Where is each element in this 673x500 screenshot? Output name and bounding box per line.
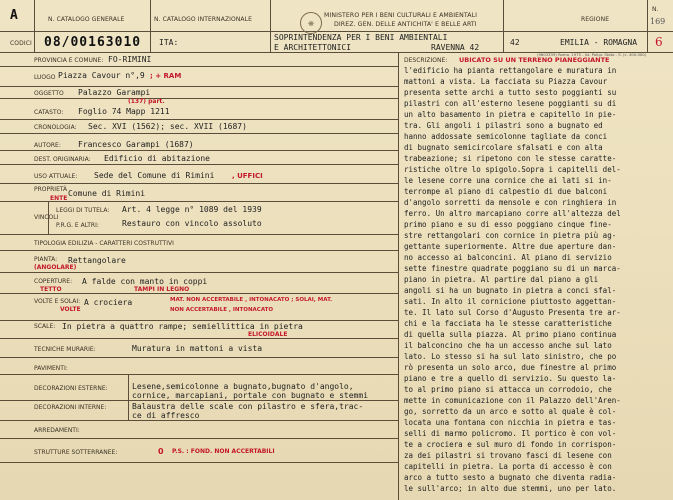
- tecniche-value: Muratura in mattoni a vista: [132, 344, 263, 353]
- decor-est-line1: Lesene,semicolonne a bugnato,bugnato d'angolo,: [132, 382, 354, 391]
- description-line: hanno addossate semicolonne tagliate da conci: [404, 132, 608, 141]
- description-line: pilastri con all'esterno lesene poggianti su di: [404, 99, 617, 108]
- strutture-value: 0: [158, 447, 164, 456]
- soprintendenza-city: RAVENNA 42: [431, 43, 480, 52]
- rule-intl-col: [270, 0, 271, 52]
- description-line: mattoni a vista. La facciata su Piazza Cavour: [404, 77, 608, 86]
- prg-label: P.R.G. E ALTRI:: [56, 222, 99, 229]
- description-line: d'angolo sorretti da mensole e con ringhiera in: [404, 198, 617, 207]
- coperture-note-tetto: TETTO: [40, 286, 62, 293]
- description-line: to al primo piano si attacca un corrodoio, che: [404, 385, 612, 394]
- scale-label: SCALE:: [34, 323, 56, 330]
- dest-label: DEST. ORIGINARIA:: [34, 156, 91, 163]
- description-line: presenta sette archi a tutto sesto poggianti su: [404, 88, 617, 97]
- rule-row: [0, 234, 398, 235]
- uso-value: Sede del Comune di Rimini: [94, 171, 215, 180]
- coperture-note-travi: TAMPI IN LEGNO: [134, 286, 190, 293]
- codice-value: 08/00163010: [44, 35, 142, 50]
- description-line: ristiche oltre lo spigolo.Sopra i capitelli del-: [404, 165, 621, 174]
- region-mark: 6: [655, 35, 663, 49]
- description-line: piano e tre a quello di servizio. Su questo la-: [404, 374, 617, 383]
- rule-row: [0, 438, 398, 439]
- description-line: locata una fontana con nicchia in pietra e tas-: [404, 418, 617, 427]
- description-line: di bugnato semicircolare sfalsati e con alta: [404, 143, 603, 152]
- rule-letter-col: [34, 0, 35, 52]
- rule-row: [0, 183, 398, 184]
- decor-int-line2: ce di affresco: [132, 411, 200, 420]
- pianta-value: Rettangolare: [68, 256, 126, 265]
- pianta-note: (ANGOLARE): [34, 264, 77, 271]
- description-line: sati. In alto il cornicione piuttosto aggettan-: [404, 297, 617, 306]
- luogo-value: Piazza Cavour n°,9: [58, 71, 145, 80]
- rule-catalog-col: [150, 0, 151, 52]
- description-line: arco a tutto sesto a bugnato che diventa radia-: [404, 473, 617, 482]
- description-line: il balconcino che ha un accesso anche sul lato: [404, 341, 612, 350]
- volte-value: A crociera: [84, 298, 133, 307]
- rule-row: [0, 462, 398, 463]
- volte-note-line2: NON ACCERTABILE , INTONACATO: [170, 307, 274, 313]
- catalogo-generale-label: N. CATALOGO GENERALE: [48, 16, 125, 23]
- rule-row: [0, 420, 398, 421]
- description-line: gettante superiormente. Altre due aperture dan-: [404, 242, 617, 251]
- description-line: le lesene corre una cornice che ai lati si in-: [404, 176, 612, 185]
- description-line: rò presenta un solo arco, due finestre al primo: [404, 363, 617, 372]
- dest-value: Edificio di abitazione: [104, 154, 210, 163]
- arredamenti-label: ARREDAMENTI:: [34, 427, 80, 434]
- description-line: terrompe al piano di calpestio di due balconi: [404, 187, 608, 196]
- uso-note: , UFFICI: [232, 172, 263, 180]
- rule-row: [0, 133, 398, 134]
- rule-row: [0, 150, 398, 151]
- oggetto-label: OGGETTO: [34, 90, 64, 97]
- autore-label: AUTORE:: [34, 142, 61, 149]
- description-line: capitelli in pietra. La porta di accesso è con: [404, 462, 612, 471]
- soprintendenza-line1: SOPRINTENDENZA PER I BENI AMBIENTALI: [274, 33, 448, 42]
- coperture-label: COPERTURE:: [34, 278, 73, 285]
- rule-row: [0, 400, 398, 401]
- description-line: no accesso ai balconcini. Al piano di servizio: [404, 253, 612, 262]
- description-line: chi e la facciata ha le stesse caratteristiche: [404, 319, 612, 328]
- description-line: sette finestre quadrate poggiano su di un marca-: [404, 264, 621, 273]
- republic-emblem-icon: ❋: [300, 12, 322, 34]
- decor-est-label: DECORAZIONI ESTERNE:: [34, 385, 108, 392]
- catalogo-internazionale-label: N. CATALOGO INTERNAZIONALE: [154, 16, 252, 23]
- description-line: le sull'arco; in alto due stemmi, uno per lato.: [404, 484, 617, 493]
- leggi-value: Art. 4 legge n° 1089 del 1939: [122, 205, 262, 214]
- decor-int-line1: Balaustra delle scale con pilastro e sfera,trac-: [132, 402, 364, 411]
- description-line: selli di marmo policromo. Il portico è con vol-: [404, 429, 617, 438]
- catasto-value: Foglio 74 Mapp 1211: [78, 107, 170, 116]
- description-line: piano in pietra. Al partire dal piano a gli: [404, 275, 599, 284]
- vincoli-label: VINCOLI: [34, 214, 59, 221]
- rule-n-col: [647, 0, 648, 52]
- rule-row: [0, 272, 398, 273]
- pianta-label: PIANTA:: [34, 256, 58, 263]
- cronologia-value: Sec. XVI (1562); sec. XVII (1687): [88, 122, 247, 131]
- luogo-label: LUOGO: [34, 74, 56, 81]
- rule-row: [0, 86, 398, 87]
- description-line: go, sorretto da un arco e sotto al quale è col-: [404, 407, 617, 416]
- rule-row: [0, 119, 398, 120]
- description-line: tra. Gli angoli i pilastri sono a bugnato ed: [404, 121, 603, 130]
- volte-note-line1: MAT. NON ACCERTABILE , INTONACATO ; SOLAI, MAT.: [170, 297, 333, 303]
- proprieta-note: ENTE: [50, 195, 68, 202]
- coperture-value: A falde con manto in coppi: [82, 277, 208, 286]
- rule-header-bottom: [0, 31, 673, 32]
- description-line: primo piano e su di esso poggiano cinque fine-: [404, 220, 612, 229]
- printer-note: (9603339) Roma, 1975 - Ist. Poligr. Stato - S. (c. 400.000): [537, 52, 647, 57]
- leggi-label: LEGGI DI TUTELA:: [56, 207, 110, 214]
- volte-label: VOLTE E SOLAI:: [34, 298, 81, 305]
- description-line: lato. Lo stesso si ha sul lato sinistro, che po: [404, 352, 617, 361]
- rule-row: [0, 374, 398, 375]
- regione-value: EMILIA - ROMAGNA: [560, 38, 638, 47]
- rule-row: [0, 66, 398, 67]
- rule-row: [0, 293, 398, 294]
- description-line: l'edificio ha pianta rettangolare e muratura in: [404, 66, 617, 75]
- scale-note: ELICOIDALE: [248, 331, 288, 338]
- catasto-label: CATASTO:: [34, 109, 64, 116]
- n-label: N.: [652, 6, 659, 13]
- regione-label: REGIONE: [581, 16, 610, 23]
- proprieta-label: PROPRIETÀ: [34, 186, 68, 193]
- descrizione-note: UBICATO SU UN TERRENO PIANEGGIANTE: [459, 56, 610, 64]
- prg-value: Restauro con vincolo assoluto: [122, 219, 262, 228]
- rule-row: [0, 338, 398, 339]
- decor-est-line2: cornice, marcapiani, portale con bugnato e stemmi: [132, 391, 369, 400]
- catasto-note: (137) part.: [128, 98, 165, 105]
- description-line: te. Il lato sul Corso d'Augusto Presenta tre ar-: [404, 308, 621, 317]
- autore-value: Francesco Garampi (1687): [78, 140, 194, 149]
- description-line: angoli si ha un bugnato in pietra a conci sfal-: [404, 286, 617, 295]
- luogo-note: ; + RAM: [150, 72, 182, 80]
- rule-decor-col: [128, 374, 129, 420]
- tecniche-label: TECNICHE MURARIE:: [34, 346, 96, 353]
- description-line: ferro. Un altro marcapiano corre all'altezza del: [404, 209, 621, 218]
- codici-label: CODICI: [10, 40, 32, 47]
- rule-row: [0, 357, 398, 358]
- description-line: mette in comunicazione con il Palazzo dell'Aren-: [404, 396, 621, 405]
- descrizione-label: DESCRIZIONE:: [404, 57, 448, 64]
- description-line: te a crociera e sul muro di fondo in corrispon-: [404, 440, 617, 449]
- n-value: 169: [650, 17, 666, 26]
- card-letter: A: [10, 8, 18, 23]
- scale-value: In pietra a quattro rampe; semiellittica in pietra: [62, 322, 303, 331]
- rule-desc-col: [398, 52, 399, 500]
- tipologia-label: TIPOLOGIA EDILIZIA - CARATTERI COSTRUTTIVI: [34, 240, 174, 247]
- rule-row: [0, 250, 398, 251]
- description-line: trabeazione; si ripetono con le stesse caratte-: [404, 154, 617, 163]
- soprintendenza-line2: E ARCHITETTONICI: [274, 43, 352, 52]
- description-line: un alto basamento in pietra e capitello in pie-: [404, 110, 617, 119]
- decor-int-label: DECORAZIONI INTERNE:: [34, 404, 107, 411]
- rule-row: [0, 164, 398, 165]
- provincia-label: PROVINCIA E COMUNE:: [34, 57, 104, 64]
- description-line: za dei pilastri si trovano fasci di lesene con: [404, 451, 612, 460]
- provincia-value: FO-RIMINI: [108, 55, 152, 64]
- strutture-label: STRUTTURE SOTTERRANEE:: [34, 449, 118, 456]
- cronologia-label: CRONOLOGIA:: [34, 124, 77, 131]
- volte-note-volte: VOLTE: [60, 306, 81, 313]
- proprieta-value: Comune di Rimini: [68, 189, 146, 198]
- strutture-note: P.S. : FOND. NON ACCERTABILI: [172, 448, 275, 455]
- description-line: di quella sulla piazza. Al primo piano continua: [404, 330, 617, 339]
- description-line: stre rettangolari con cornice in pietra più ag-: [404, 231, 617, 240]
- oggetto-value: Palazzo Garampi: [78, 88, 151, 97]
- rule-row: [0, 320, 398, 321]
- ministero-line2: DIREZ. GEN. DELLE ANTICHITA' E BELLE ARTI: [334, 21, 477, 28]
- pavimenti-label: PAVIMENTI:: [34, 365, 68, 372]
- uso-label: USO ATTUALE:: [34, 173, 78, 180]
- rule-region-col: [503, 0, 504, 52]
- codici-number: 42: [510, 38, 520, 47]
- ministero-line1: MINISTERO PER I BENI CULTURALI E AMBIENTALI: [324, 12, 478, 19]
- ita-label: ITA:: [159, 38, 179, 47]
- rule-row: [0, 98, 398, 99]
